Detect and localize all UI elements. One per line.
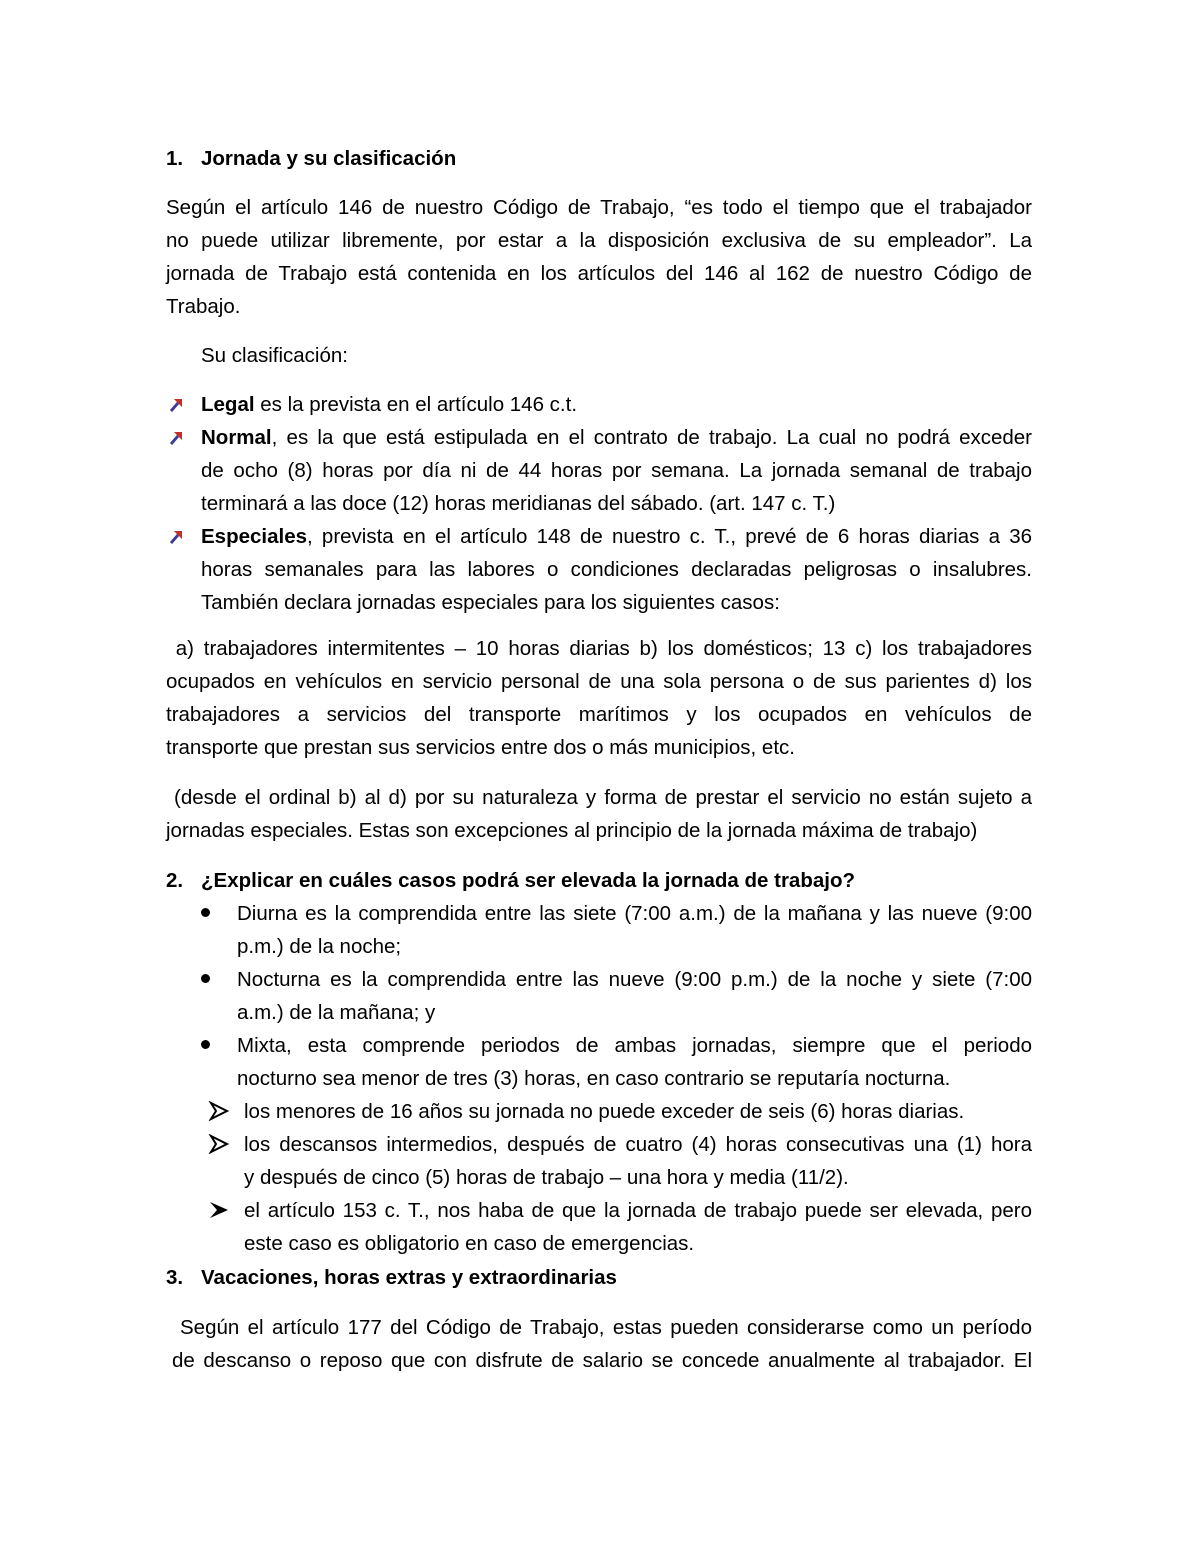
- item-text: de ocho (8) horas por día ni de 44 horas por semana. La jornada semanal de trabajo: [201, 459, 1032, 482]
- item-text: los menores de 16 años su jornada no puede exceder de seis (6) horas diarias.: [244, 1100, 965, 1123]
- item-text: , prevista en el artículo 148 de nuestro c. T., prevé de 6 horas diarias a 36: [307, 525, 1032, 548]
- item-text: el artículo 153 c. T., nos haba de que la jornada de trabajo puede ser elevada, pero: [244, 1199, 1032, 1222]
- filled-circle-icon: [201, 974, 210, 983]
- item-text: nocturno sea menor de tres (3) horas, en caso contrario se reputaría nocturna.: [237, 1067, 951, 1090]
- paragraph-line: a) trabajadores intermitentes – 10 horas diarias b) los domésticos; 13 c) los trabajadores: [166, 637, 1032, 660]
- classification-label: Su clasificación:: [201, 344, 348, 367]
- item-text: los descansos intermedios, después de cuatro (4) horas consecutivas una (1) hora: [244, 1133, 1032, 1156]
- filled-circle-icon: [201, 1040, 210, 1049]
- item-text: , es la que está estipulada en el contrato de trabajo. La cual no podrá exceder: [271, 426, 1032, 449]
- term-especiales: Especiales: [201, 525, 307, 548]
- term-normal: Normal: [201, 426, 272, 449]
- paragraph-line: Según el artículo 177 del Código de Trabajo, estas pueden considerarse como un período: [180, 1316, 1032, 1339]
- item-text: es la prevista en el artículo 146 c.t.: [254, 393, 578, 416]
- item-text: y después de cinco (5) horas de trabajo – una hora y media (11/2).: [244, 1166, 849, 1189]
- paragraph-line: transporte que prestan sus servicios entre dos o más municipios, etc.: [166, 736, 795, 759]
- term-legal: Legal: [201, 393, 255, 416]
- section-number: 1.: [166, 147, 184, 170]
- item-text: Mixta, esta comprende periodos de ambas jornadas, siempre que el periodo: [237, 1034, 1032, 1057]
- filled-circle-icon: [201, 908, 210, 917]
- paragraph-line: trabajadores a servicios del transporte marítimos y los ocupados en vehículos de: [166, 703, 1032, 726]
- item-text: Nocturna es la comprendida entre las nueve (9:00 p.m.) de la noche y siete (7:00: [237, 968, 1032, 991]
- item-text: horas semanales para las labores o condiciones declaradas peligrosas o insalubres.: [201, 558, 1032, 581]
- item-text: También declara jornadas especiales para los siguientes casos:: [201, 591, 780, 614]
- arrow-down-left-icon: [168, 528, 184, 544]
- paragraph-line: de descanso o reposo que con disfrute de salario se concede anualmente al trabajador. El: [172, 1349, 1032, 1372]
- section-number: 3.: [166, 1266, 184, 1289]
- chevron-right-icon: [208, 1101, 230, 1121]
- paragraph-line: (desde el ordinal b) al d) por su naturaleza y forma de prestar el servicio no están sujeto a: [166, 786, 1032, 809]
- chevron-right-icon: [208, 1200, 230, 1220]
- section-title: Vacaciones, horas extras y extraordinarias: [201, 1266, 617, 1289]
- paragraph-line: Según el artículo 146 de nuestro Código de Trabajo, “es todo el tiempo que el trabajador: [166, 196, 1032, 219]
- item-text: p.m.) de la noche;: [237, 935, 402, 958]
- item-text: Diurna es la comprendida entre las siete (7:00 a.m.) de la mañana y las nueve (9:00: [237, 902, 1032, 925]
- section-number: 2.: [166, 869, 184, 892]
- paragraph-line: jornadas especiales. Estas son excepciones al principio de la jornada máxima de trabajo): [166, 819, 978, 842]
- arrow-down-left-icon: [168, 396, 184, 412]
- paragraph-line: no puede utilizar libremente, por estar a la disposición exclusiva de su empleador”. La: [166, 229, 1032, 252]
- section-title: ¿Explicar en cuáles casos podrá ser elevada la jornada de trabajo?: [201, 869, 855, 892]
- paragraph-line: Trabajo.: [166, 295, 241, 318]
- paragraph-line: ocupados en vehículos en servicio personal de una sola persona o de sus parientes d) los: [166, 670, 1032, 693]
- chevron-right-icon: [208, 1134, 230, 1154]
- paragraph-line: jornada de Trabajo está contenida en los artículos del 146 al 162 de nuestro Código de: [166, 262, 1032, 285]
- section-title: Jornada y su clasificación: [201, 147, 457, 170]
- arrow-down-left-icon: [168, 429, 184, 445]
- item-text: este caso es obligatorio en caso de emergencias.: [244, 1232, 695, 1255]
- item-text: a.m.) de la mañana; y: [237, 1001, 436, 1024]
- item-text: terminará a las doce (12) horas meridianas del sábado. (art. 147 c. T.): [201, 492, 836, 515]
